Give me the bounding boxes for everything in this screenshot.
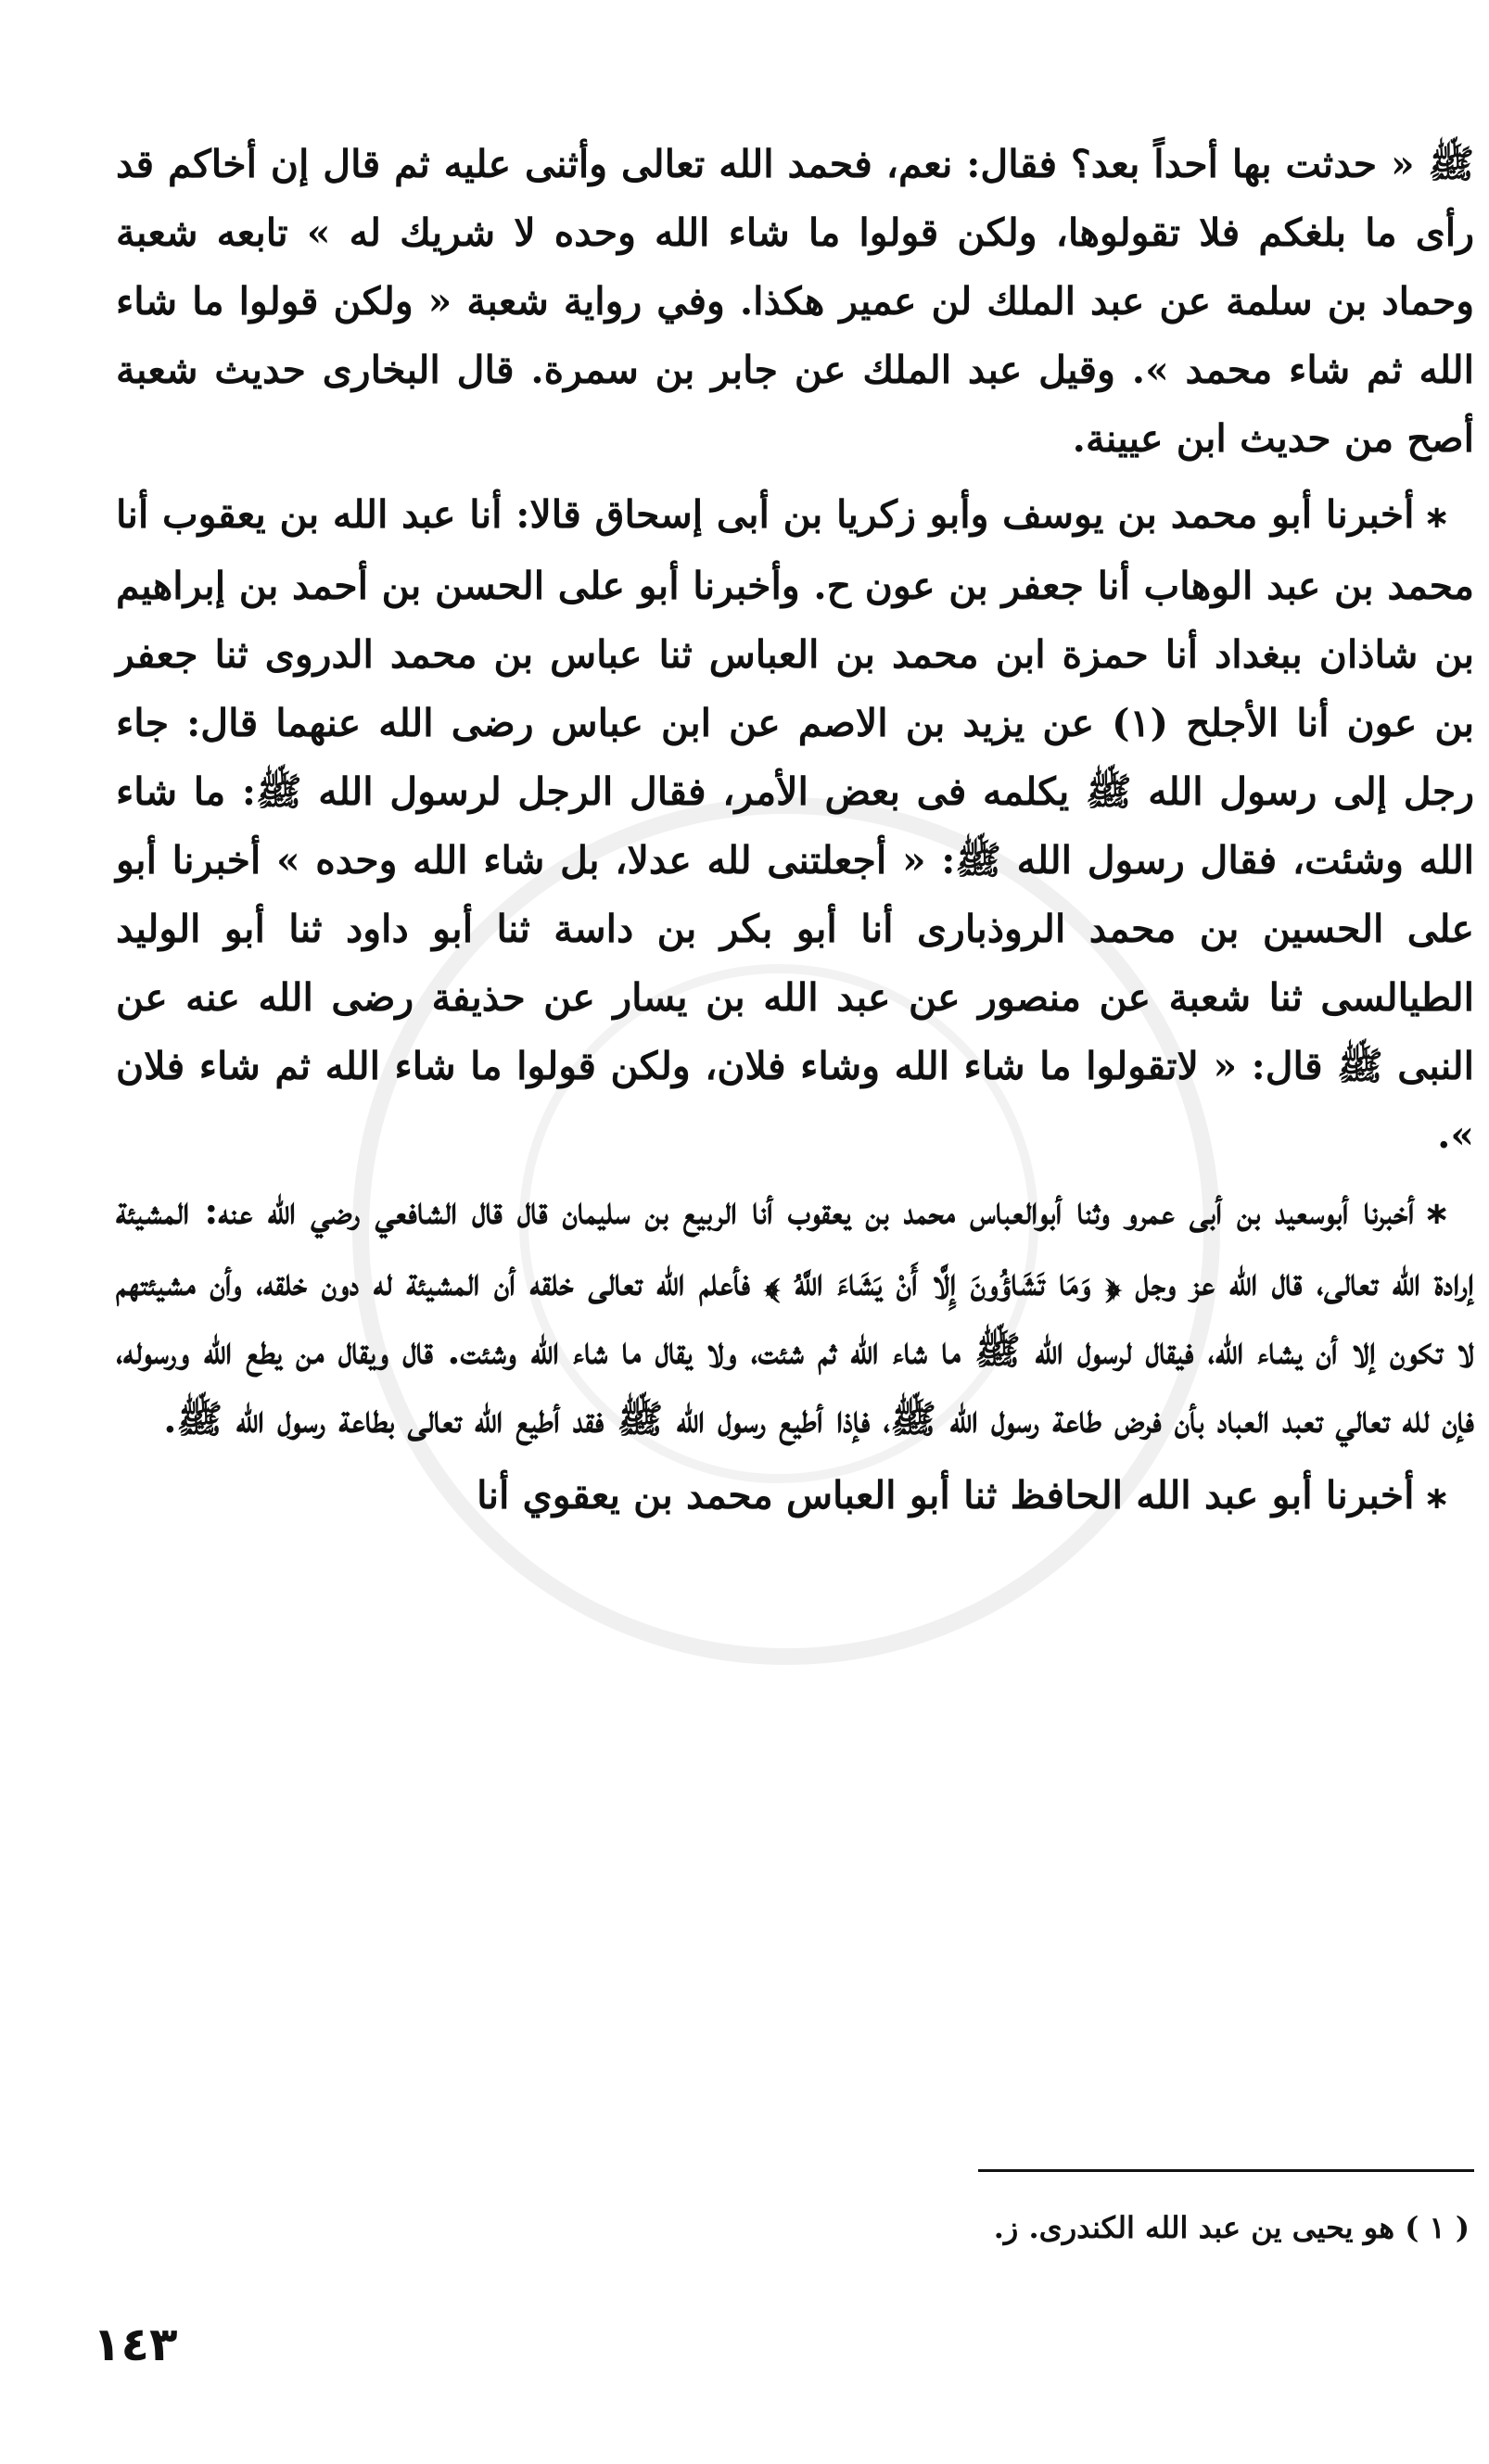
star-marker: ∗ (1423, 1195, 1450, 1232)
page-number: ١٤٣ (93, 2318, 178, 2371)
footnote-divider (978, 2169, 1474, 2172)
paragraph-4 (116, 1461, 1474, 1532)
paragraph-text: أخبرنا أبوسعيد بن أبى عمرو وثنا أبوالعباس محمد بن يعقوب أنا الربيع بن سليمان قال قال الشافعي رضي الله عنه: المشيئة إرادة الله تعالى، قال الله عز وجل ﴿ وَمَا تَشَاؤُونَ إِلَّا أَنْ يَشَاءَ اللَّهُ ﴾ فأعلم الله تعالى خلقه أن المشيئة له دون خلقه، وأن مشيئتهم لا تكون إلا أن يشاء الله، فيقال لرسول الله ﷺ ما شاء الله ثم شئت، ولا يقال ما شاء الله وشئت. قال ويقال من يطع الله ورسوله، فإن لله تعالي تعبد العباد بأن فرض طاعة رسول الله ﷺ، فإذا أطيع رسول الله ﷺ فقد أطيع الله تعالى بطاعة رسول الله ﷺ. (116, 1188, 1474, 1442)
star-marker: ∗ (1423, 1480, 1450, 1517)
paragraph-3 (116, 1176, 1474, 1454)
star-marker: ∗ (1423, 499, 1450, 536)
paragraph-text: ﷺ « حدثت بها أحداً بعد؟ فقال: نعم، فحمد الله تعالى وأثنى عليه ثم قال إن أخاكم قد رأى ما بلغكم فلا تقولوها، ولكن قولوا ما شاء الله وحده لا شريك له » تابعه شعبة وحماد بن سلمة عن عبد الملك لن عمير هكذا. وفي رواية شعبة « ولكن قولوا ما شاء الله ثم شاء محمد ». وقيل عبد الملك عن جابر بن سمرة. قال البخارى حديث شعبة أصح من حديث ابن عيينة. (116, 142, 1474, 461)
paragraph-1 (116, 130, 1474, 473)
paragraph-text: أخبرنا أبو محمد بن يوسف وأبو زكريا بن أبى إسحاق قالا: أنا عبد الله بن يعقوب أنا محمد بن عبد الوهاب أنا جعفر بن عون ح. وأخبرنا أبو على الحسن بن أحمد بن إبراهيم بن شاذان ببغداد أنا حمزة ابن محمد بن العباس ثنا عباس بن محمد الدروى ثنا جعفر بن عون أنا الأجلح (١) عن يزيد بن الاصم عن ابن عباس رضى الله عنهما قال: جاء رجل إلى رسول الله ﷺ يكلمه فى بعض الأمر، فقال الرجل لرسول الله ﷺ: ما شاء الله وشئت، فقال رسول الله ﷺ: « أجعلتنى لله عدلا، بل شاء الله وحده » أخبرنا أبو على الحسين بن محمد الروذبارى أنا أبو بكر بن داسة ثنا أبو داود ثنا أبو الوليد الطيالسى ثنا شعبة عن منصور عن عبد الله بن يسار عن حذيفة رضى الله عنه عن النبى ﷺ قال: « لاتقولوا ما شاء الله وشاء فلان، ولكن قولوا ما شاء الله ثم شاء فلان ». (116, 492, 1475, 1157)
footnote: ( ١ ) هو يحيى ين عبد الله الكندرى. ز. (993, 2210, 1470, 2245)
paragraph-text: أخبرنا أبو عبد الله الحافظ ثنا أبو العباس محمد بن يعقوي أنا (477, 1473, 1415, 1518)
paragraph-2 (116, 480, 1474, 1169)
main-text (116, 130, 1474, 1532)
